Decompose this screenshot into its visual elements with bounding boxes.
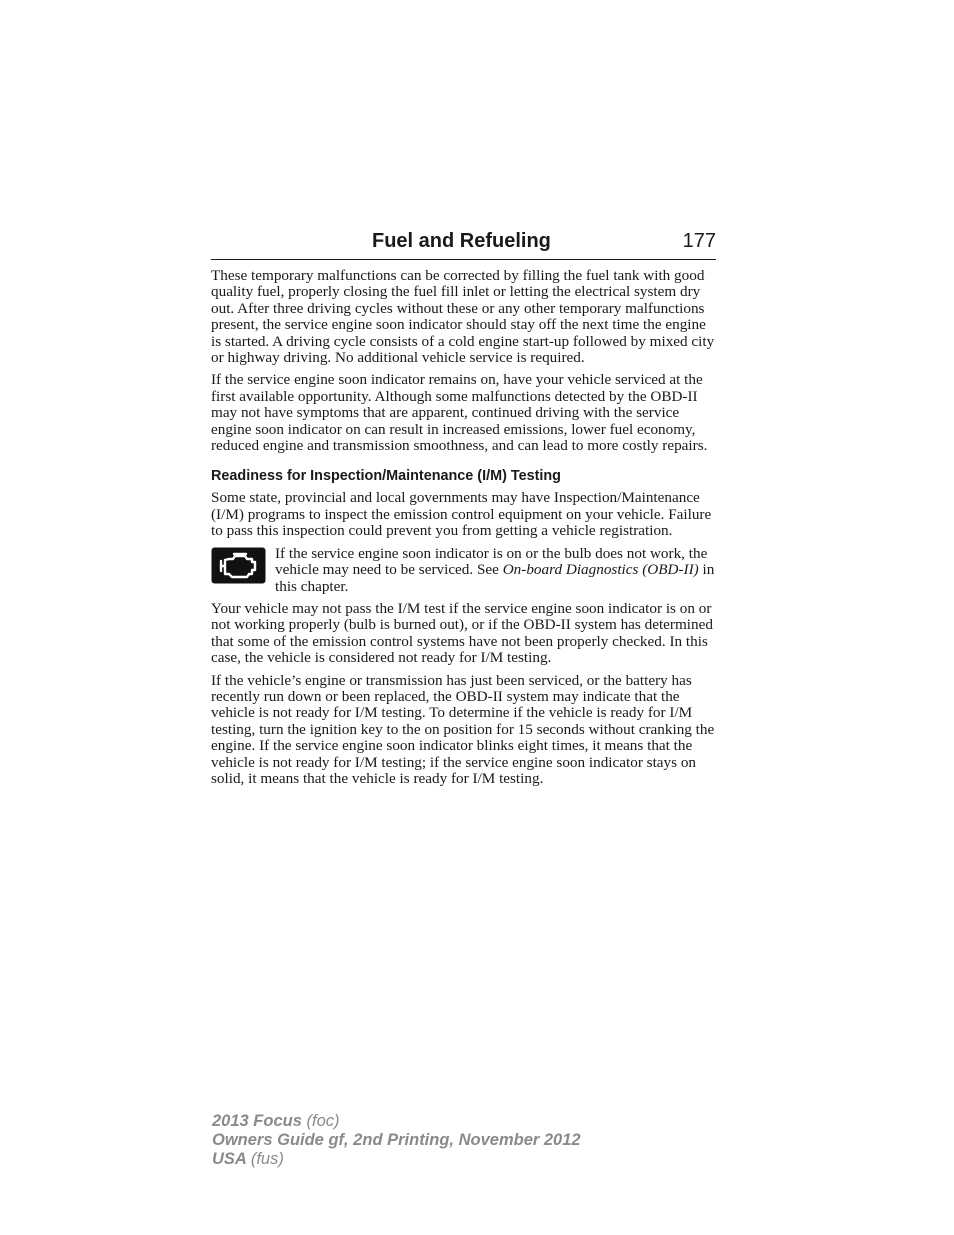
paragraph-temporary-malfunctions: These temporary malfunctions can be corrected by filling the fuel tank with good quality fuel, properly closing the fuel fill inlet or letting the electrical system dry out. After three driving cycles without these or any other temporary malfunctions present, the service engine soon indicator should stay off the next time the engine is started. A driving cycle consists of a cold engine start-up followed by mixed city or highway driving. No additional vehicle service is required. bbox=[211, 267, 715, 367]
footer-line-region: USA (fus) bbox=[212, 1150, 284, 1168]
section-heading: Readiness for Inspection/Maintenance (I/M) Testing bbox=[211, 468, 561, 485]
page-number: 177 bbox=[682, 230, 716, 252]
footer-line-guide: Owners Guide gf, 2nd Printing, November 2012 bbox=[212, 1131, 581, 1149]
icon-note-text: If the service engine soon indicator is on or the bulb does not work, the vehicle may need to be serviced. See On-board Diagnostics (OBD-II) in this chapter. bbox=[275, 544, 715, 595]
main-content bbox=[211, 268, 717, 793]
page-header bbox=[211, 229, 716, 260]
cross-reference-link[interactable]: On-board Diagnostics (OBD-II) bbox=[502, 561, 699, 579]
icon-note bbox=[211, 546, 717, 595]
paragraph-indicator-remains-on: If the service engine soon indicator remains on, have your vehicle serviced at the first available opportunity. Although some malfunctions detected by the OBD-II may not have symptoms that are apparent, continued driving with the service engine soon indicator on can result in increased emissions, lower fuel economy, reduced engine and transmission smoothness, and can lead to more costly repairs. bbox=[211, 371, 708, 455]
page-title: Fuel and Refueling bbox=[372, 230, 551, 252]
paragraph-readiness-check: If the vehicle’s engine or transmission has just been serviced, or the battery has recently run down or been replaced, the OBD-II system may indicate that the vehicle is not ready for I/M testing. To determine if the vehicle is ready for I/M testing, turn the ignition key to the on position for 15 seconds without cranking the engine. If the service engine soon indicator blinks eight times, it means that the vehicle is not ready for I/M testing; if the service engine soon indicator stays on solid, it means that the vehicle is ready for I/M testing. bbox=[211, 671, 715, 787]
footer-line-model: 2013 Focus (foc) bbox=[212, 1112, 340, 1130]
paragraph-im-programs: Some state, provincial and local governments may have Inspection/Maintenance (I/M) programs to inspect the emission control equipment on your vehicle. Failure to pass this inspection could prevent you from getting a vehicle registration. bbox=[211, 489, 712, 540]
page-footer bbox=[212, 1112, 581, 1169]
engine-warning-icon bbox=[211, 547, 266, 584]
paragraph-may-not-pass: Your vehicle may not pass the I/M test if the service engine soon indicator is on or not working properly (bulb is burned out), or if the OBD-II system has determined that some of the emission control systems have not been properly checked. In this case, the vehicle is considered not ready for I/M testing. bbox=[211, 599, 713, 667]
